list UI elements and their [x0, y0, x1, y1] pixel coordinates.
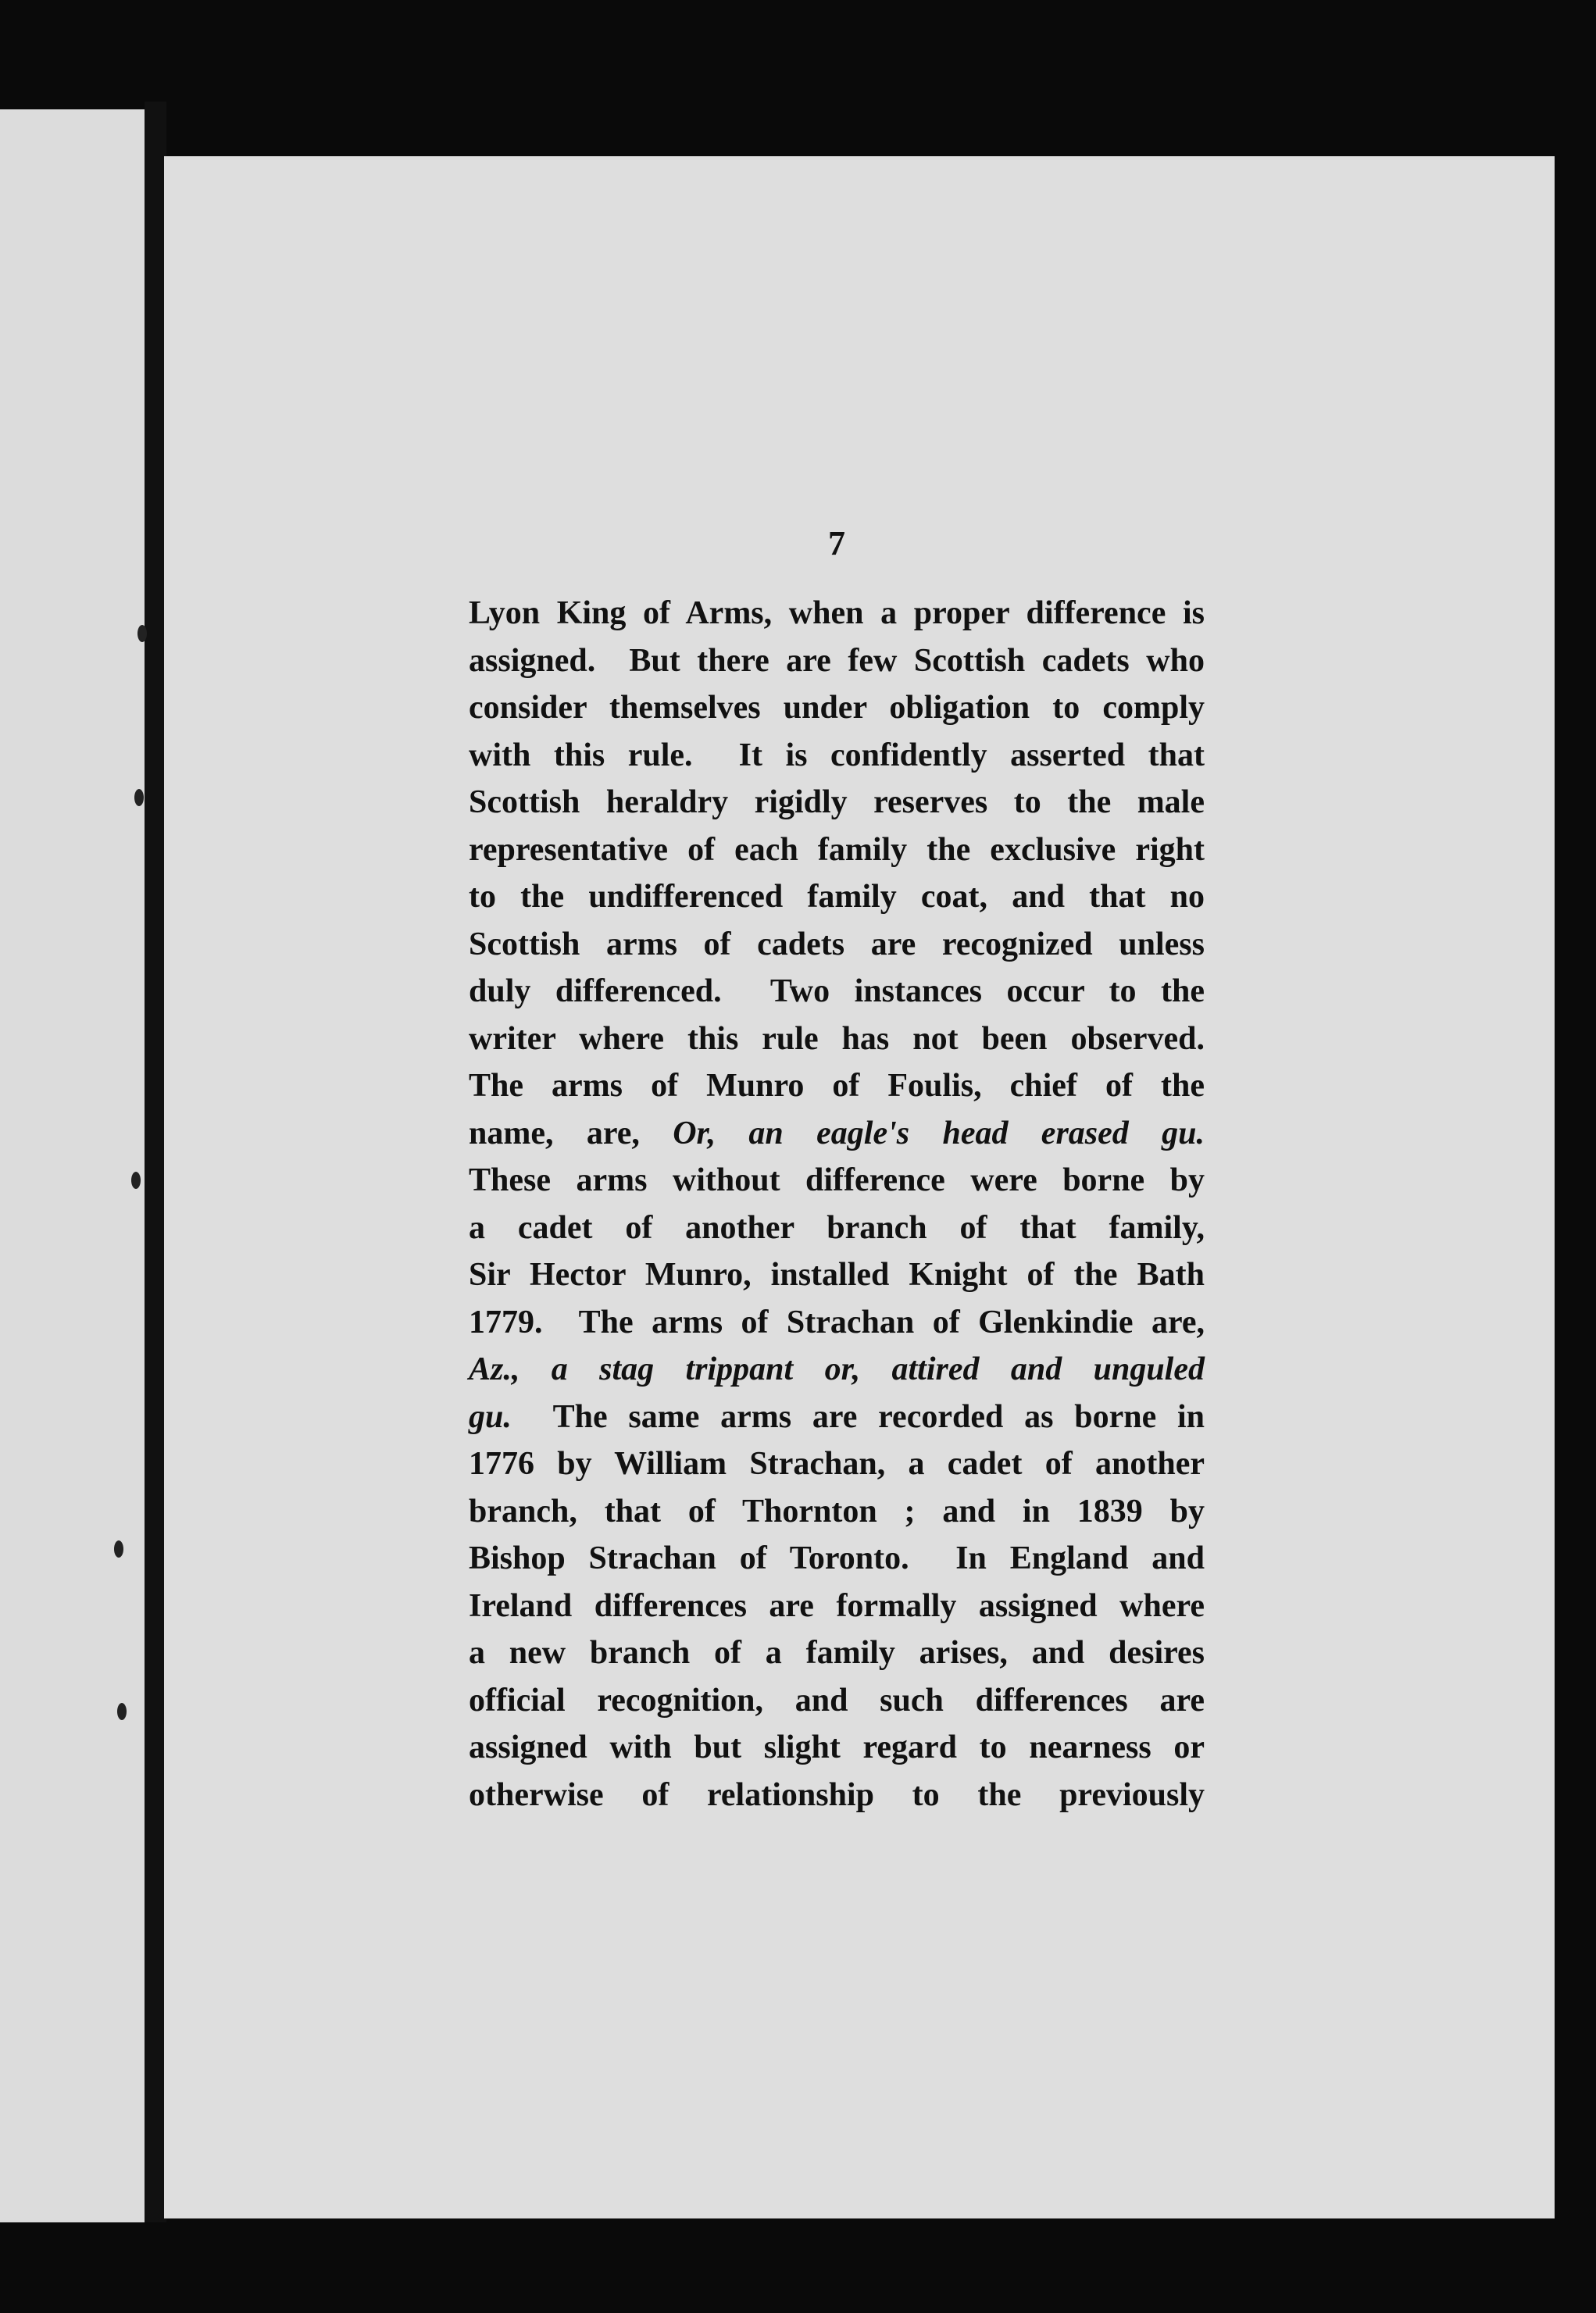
text-line	[469, 1535, 1205, 1583]
italic-heraldic-blazon: gu.	[469, 1398, 512, 1435]
text-line	[469, 1772, 1205, 1819]
text-line	[469, 1157, 1205, 1205]
text-segment: official recognition, and such differences are	[469, 1682, 1205, 1719]
text-line	[469, 1346, 1205, 1394]
text-line	[469, 1440, 1205, 1488]
text-line	[469, 1016, 1205, 1063]
text-segment: Scottish heraldry rigidly reserves to the male	[469, 784, 1205, 820]
text-segment: a cadet of another branch of that family,	[469, 1209, 1205, 1246]
text-segment: to the undifferenced family coat, and that no	[469, 879, 1205, 915]
facing-page-edge	[0, 109, 148, 2234]
text-segment: assigned. But there are few Scottish cadets who	[469, 642, 1205, 679]
text-line	[469, 968, 1205, 1016]
text-segment: branch, that of Thornton ; and in 1839 by	[469, 1493, 1205, 1530]
text-line	[469, 1488, 1205, 1536]
text-segment: a new branch of a family arises, and desires	[469, 1635, 1205, 1671]
text-line	[469, 1251, 1205, 1299]
text-line	[469, 1062, 1205, 1110]
text-segment: representative of each family the exclusive right	[469, 831, 1205, 868]
text-segment: Sir Hector Munro, installed Knight of the Bath	[469, 1257, 1205, 1293]
text-line	[469, 1629, 1205, 1677]
text-line	[469, 1110, 1205, 1158]
text-segment: Lyon King of Arms, when a proper difference is	[469, 595, 1205, 631]
binding-stitch	[134, 789, 144, 806]
italic-heraldic-blazon: Az., a stag trippant or, attired and unguled	[469, 1351, 1205, 1387]
text-segment: Scottish arms of cadets are recognized unless	[469, 926, 1205, 962]
text-segment: with this rule. It is confidently asserted that	[469, 737, 1205, 773]
text-line	[469, 779, 1205, 826]
text-segment: duly differenced. Two instances occur to the	[469, 973, 1205, 1009]
text-line	[469, 1677, 1205, 1725]
text-segment: assigned with but slight regard to nearness or	[469, 1729, 1205, 1765]
text-segment: consider themselves under obligation to comply	[469, 690, 1205, 726]
scan-border-bottom	[0, 2222, 1596, 2313]
text-segment: name, are,	[469, 1115, 673, 1151]
text-line	[469, 1583, 1205, 1630]
text-line	[469, 873, 1205, 921]
text-segment: These arms without difference were borne by	[469, 1162, 1205, 1198]
text-line	[469, 732, 1205, 780]
binding-stitch	[131, 1172, 141, 1189]
text-segment: The same arms are recorded as borne in	[511, 1398, 1205, 1435]
text-segment: 1776 by William Strachan, a cadet of another	[469, 1446, 1205, 1482]
body-text	[469, 590, 1205, 1819]
text-line	[469, 921, 1205, 969]
text-line	[469, 1724, 1205, 1772]
binding-gutter	[145, 102, 166, 2242]
text-line	[469, 1205, 1205, 1252]
text-line	[469, 637, 1205, 685]
text-line	[469, 684, 1205, 732]
text-segment: 1779. The arms of Strachan of Glenkindie are,	[469, 1304, 1205, 1340]
binding-stitch	[137, 625, 147, 642]
text-segment: Bishop Strachan of Toronto. In England and	[469, 1540, 1205, 1576]
text-segment: Ireland differences are formally assigned where	[469, 1587, 1205, 1624]
text-segment: The arms of Munro of Foulis, chief of the	[469, 1068, 1205, 1104]
text-line	[469, 590, 1205, 637]
italic-heraldic-blazon: Or, an eagle's head erased gu.	[673, 1115, 1205, 1151]
text-line	[469, 1394, 1205, 1441]
binding-stitch	[117, 1703, 127, 1720]
scan-border-right	[1555, 148, 1596, 2258]
page-number: 7	[828, 524, 845, 562]
text-line	[469, 1299, 1205, 1347]
binding-stitch	[114, 1540, 123, 1558]
text-line	[469, 826, 1205, 874]
text-segment: otherwise of relationship to the previously	[469, 1776, 1205, 1813]
text-segment: writer where this rule has not been observed.	[469, 1020, 1205, 1057]
